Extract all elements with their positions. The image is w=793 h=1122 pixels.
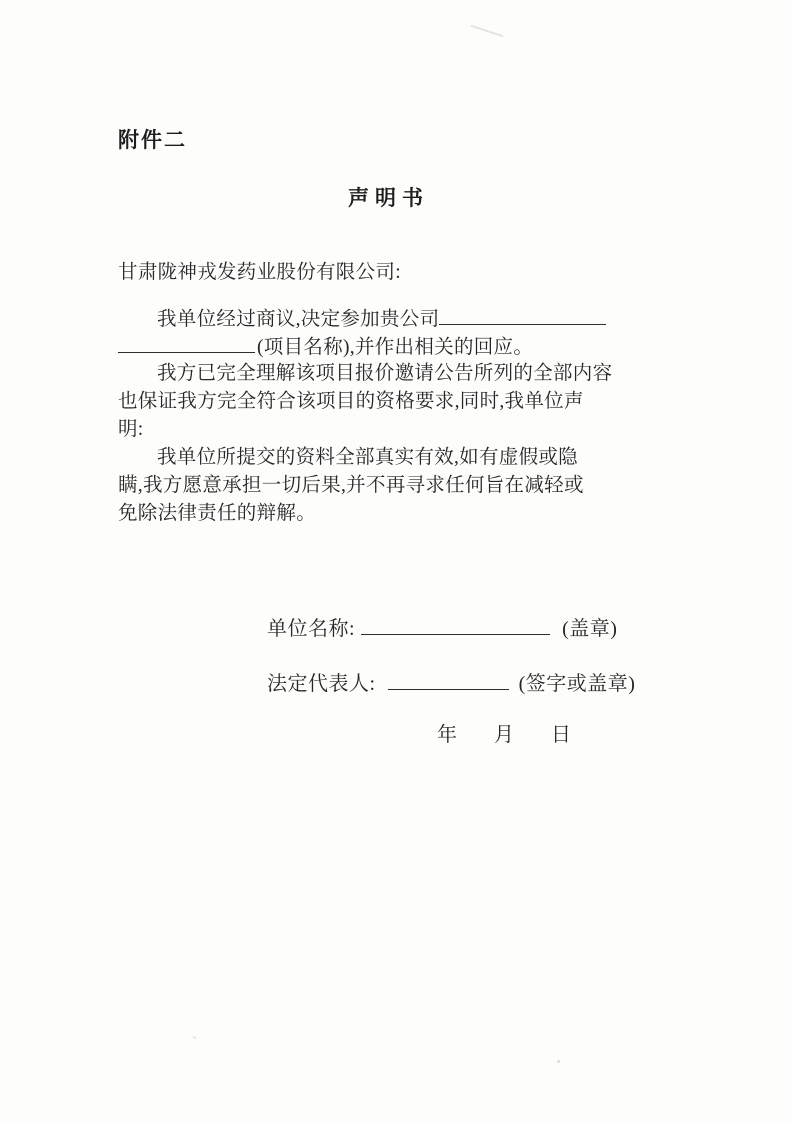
paragraph1-text-after-blank: (项目名称),并作出相关的回应。 [257,337,534,358]
project-name-blank-line-1 [439,304,606,325]
scan-speck [557,1060,560,1063]
paragraph3-line1: 我单位所提交的资料全部真实有效,如有虚假或隐 [157,447,578,468]
paragraph2-line1: 我方已完全理解该项目报价邀请公告所列的全部内容 [157,363,613,384]
attachment-label: 附件二 [118,129,187,152]
company-signature-line [267,612,617,641]
company-name-label: 单位名称: [267,618,356,640]
document-title: 声明书 [348,187,429,210]
scan-speck [193,1036,196,1039]
paragraph1-text-before-blank: 我单位经过商议,决定参加贵公司 [157,309,440,330]
representative-seal-note: (签字或盖章) [518,673,636,695]
date-line [437,718,571,747]
month-label: 月 [494,724,514,746]
paragraph2-line2: 也保证我方完全符合该项目的资格要求,同时,我单位声 [118,391,584,412]
year-label: 年 [437,724,457,746]
company-seal-note: (盖章) [562,618,618,640]
day-label: 日 [551,724,571,746]
paragraph1-line1 [118,304,684,332]
paragraph3-line3: 免除法律责任的辩解。 [118,503,317,524]
representative-signature-line [267,667,635,696]
legal-representative-blank [388,669,509,690]
paragraph3-line2: 瞒,我方愿意承担一切后果,并不再寻求任何旨在减轻或 [118,475,584,496]
salutation: 甘肃陇神戎发药业股份有限公司: [118,262,401,283]
paragraph2-line3: 明: [118,419,144,440]
legal-representative-label: 法定代表人: [267,673,376,695]
company-name-blank [361,614,550,635]
paragraph1-line2 [118,332,684,360]
document-body [118,304,684,528]
project-name-blank-line-2 [118,332,255,353]
scan-smudge [471,25,504,37]
